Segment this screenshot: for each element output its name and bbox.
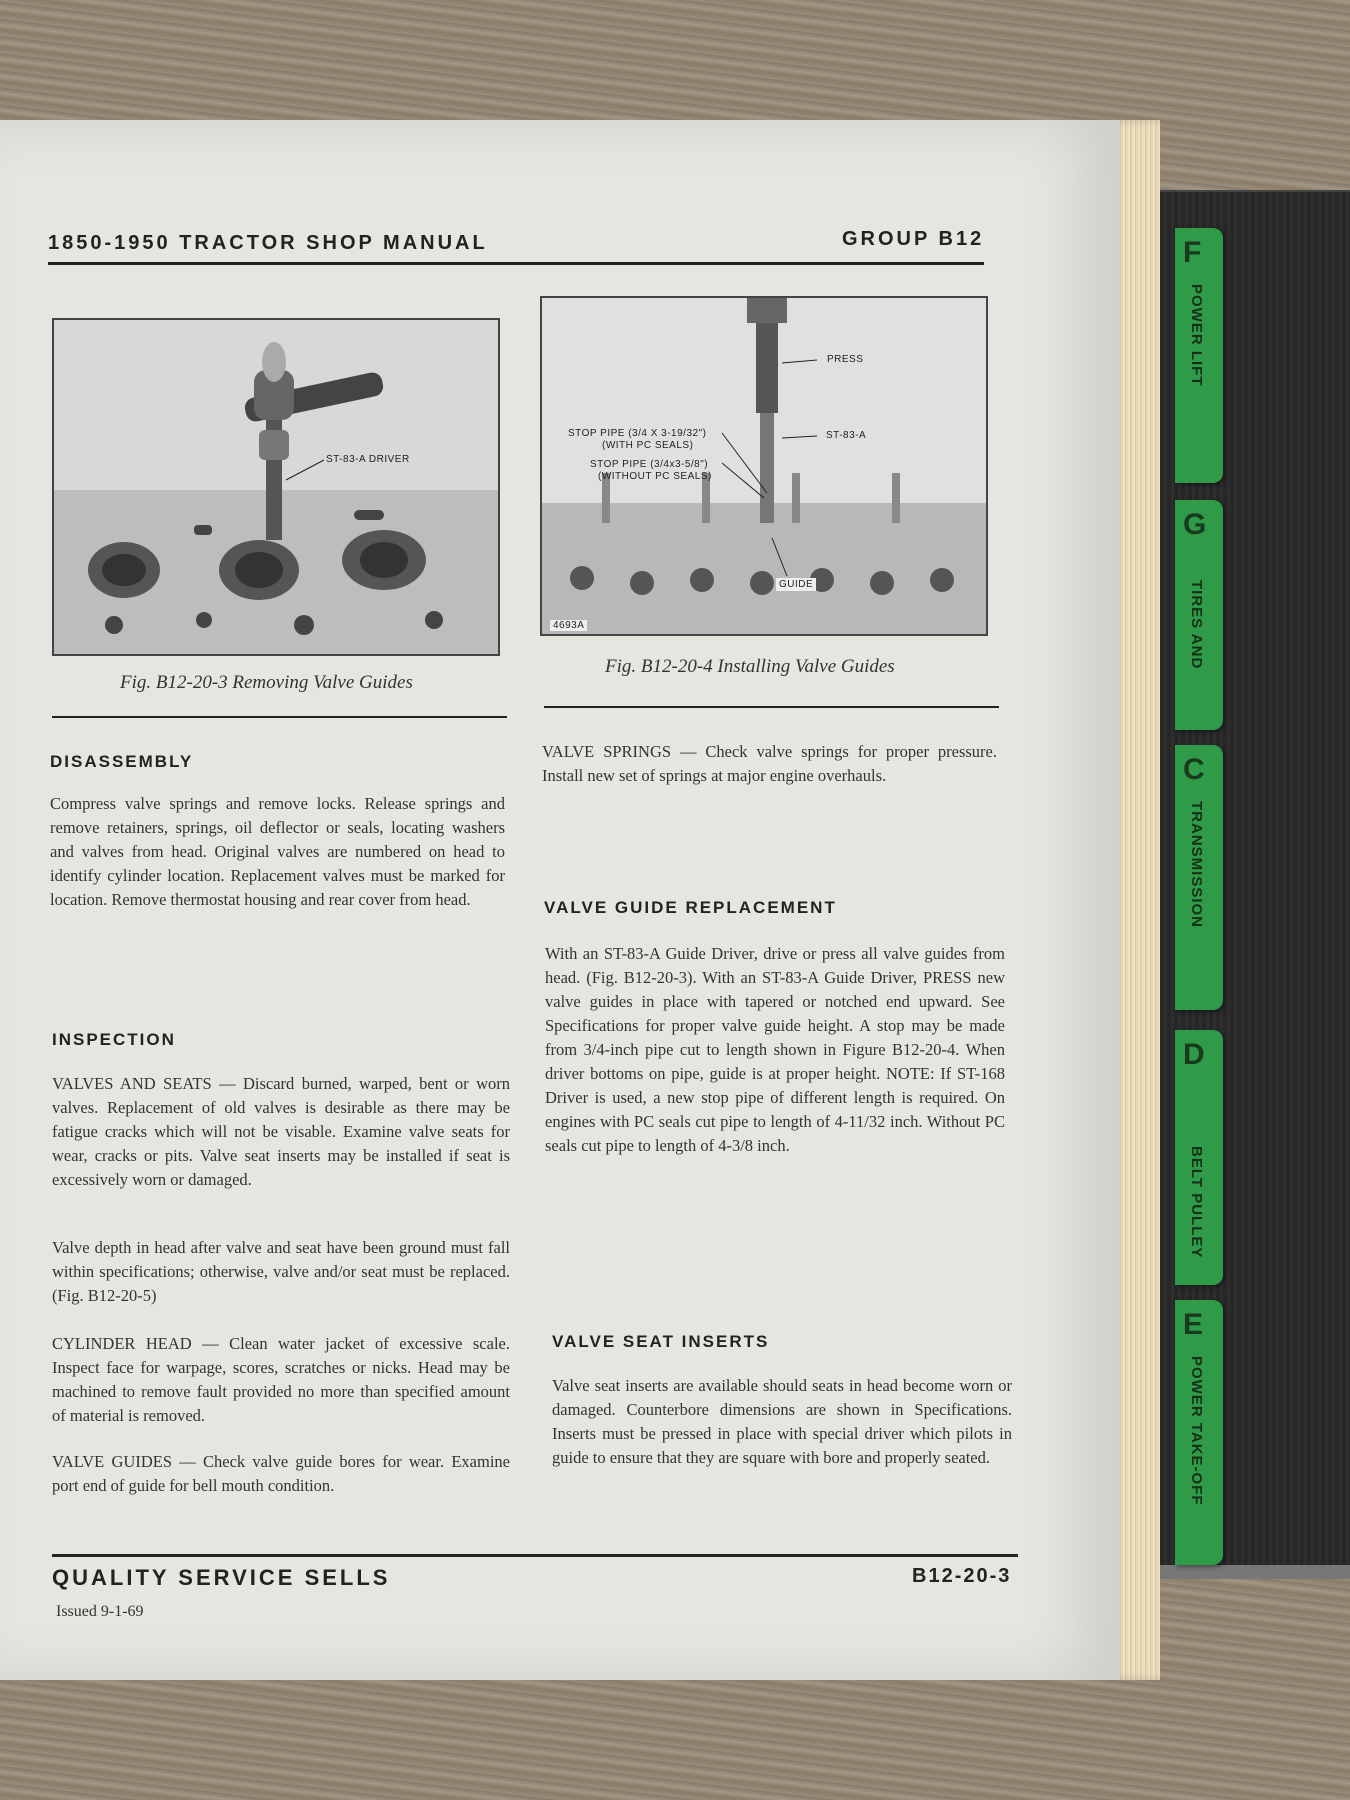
stop-pipe-2-note: (WITHOUT PC SEALS) (598, 471, 712, 482)
valve-springs-text: VALVE SPRINGS — Check valve springs for proper pressure. Install new set of springs at major engine overhauls. (542, 742, 997, 785)
left-column-rule (52, 716, 507, 718)
tool-label: ST-83-A (826, 430, 867, 441)
header-rule (48, 262, 984, 265)
tab-letter: E (1183, 1308, 1204, 1341)
tab-label: TIRES AND (1188, 580, 1205, 670)
guide-replacement-heading: VALVE GUIDE REPLACEMENT (544, 898, 837, 917)
guide-label: GUIDE (776, 578, 816, 591)
tab-letter: D (1183, 1038, 1205, 1071)
figure-caption-right: Fig. B12-20-4 Installing Valve Guides (605, 656, 895, 677)
cylinder-head-photo (54, 320, 498, 654)
group-label: GROUP B12 (842, 228, 985, 250)
stop-pipe-2-label: STOP PIPE (3/4x3-5/8") (590, 459, 709, 470)
tab-label: BELT PULLEY (1188, 1146, 1205, 1259)
guide-replacement-text: With an ST-83-A Guide Driver, drive or press all valve guides from head. (Fig. B12-20-3). With an ST-83-A Guide Driver, PRESS new valve guides in place with tapered or notched end upward. See Specifications for proper valve guide height. A stop may be made from 3/4-inch pipe cut to length shown in Figure B12-20-4. When driver bottoms on pipe, guide is at proper height. NOTE: If ST-168 Driver is used, a new stop pipe of different length is required. On engines with PC seals cut pipe to length of 4-11/32 inch. Without PC seals cut pipe to length of 4-3/8 inch. (545, 944, 1005, 1155)
tab-letter: F (1183, 236, 1202, 269)
tab-label: POWER TAKE-OFF (1188, 1356, 1205, 1506)
tab-letter: G (1183, 508, 1207, 541)
binder-edge (1150, 1565, 1350, 1579)
tab-label: POWER LIFT (1188, 284, 1205, 387)
page-number: B12-20-3 (912, 1565, 1012, 1587)
tab-tires[interactable] (1175, 500, 1223, 730)
driver-label: ST-83-A DRIVER (326, 454, 410, 465)
valves-seats-text: VALVES AND SEATS — Discard burned, warped, bent or worn valves. Replacement of old valves is desirable as there may be fatigue cracks which will not be visable. Examine valve seats for wear, cracks or pits. Valve seat inserts may be installed if seat is excessively worn or damaged. (52, 1074, 510, 1189)
figure-installing-valve-guides (540, 296, 988, 636)
inspection-heading: INSPECTION (52, 1030, 176, 1049)
stop-pipe-1-note: (WITH PC SEALS) (602, 440, 694, 451)
tab-belt-pulley[interactable] (1175, 1030, 1223, 1285)
disassembly-text: Compress valve springs and remove locks. Release springs and remove retainers, springs, oil deflector or seals, locating washers and valves from head. Original valves are numbered on head to identify cylinder location. Replacement valves must be marked for location. Remove thermostat housing and rear cover from head. (50, 794, 505, 909)
tab-label: TRANSMISSION (1188, 801, 1205, 929)
valve-guides-text: VALVE GUIDES — Check valve guide bores for wear. Examine port end of guide for bell mouth condition. (52, 1452, 510, 1495)
stop-pipe-1-label: STOP PIPE (3/4 X 3-19/32") (568, 428, 707, 439)
seat-inserts-heading: VALVE SEAT INSERTS (552, 1332, 770, 1351)
issued-date: Issued 9-1-69 (56, 1603, 144, 1620)
press-label: PRESS (827, 354, 864, 365)
footer-rule (52, 1554, 1018, 1557)
seat-inserts-text: Valve seat inserts are available should seats in head become worn or damaged. Counterbore dimensions are shown in Specifications. Inserts must be pressed in place with special driver which pilots in guide to ensure that they are square with bore and properly seated. (552, 1376, 1012, 1467)
tab-power-take-off[interactable] (1175, 1300, 1223, 1565)
disassembly-heading: DISASSEMBLY (50, 752, 194, 771)
figure-caption-left: Fig. B12-20-3 Removing Valve Guides (120, 672, 413, 693)
right-column-rule (544, 706, 999, 708)
footer-slogan: QUALITY SERVICE SELLS (52, 1565, 391, 1590)
tab-power-lift[interactable] (1175, 228, 1223, 483)
tab-letter: C (1183, 753, 1205, 786)
tab-transmission[interactable] (1175, 745, 1223, 1010)
figure-removing-valve-guides (52, 318, 500, 656)
figure-id: 4693A (550, 620, 587, 631)
valve-depth-text: Valve depth in head after valve and seat have been ground must fall within specifications; otherwise, valve and/or seat must be replaced.(Fig. B12-20-5) (52, 1238, 510, 1305)
cylinder-head-text: CYLINDER HEAD — Clean water jacket of excessive scale. Inspect face for warpage, scores, scratches or nicks. Head may be machined to remove fault provided no more than specified amount of material is removed. (52, 1334, 510, 1425)
manual-title: 1850-1950 TRACTOR SHOP MANUAL (48, 232, 488, 254)
